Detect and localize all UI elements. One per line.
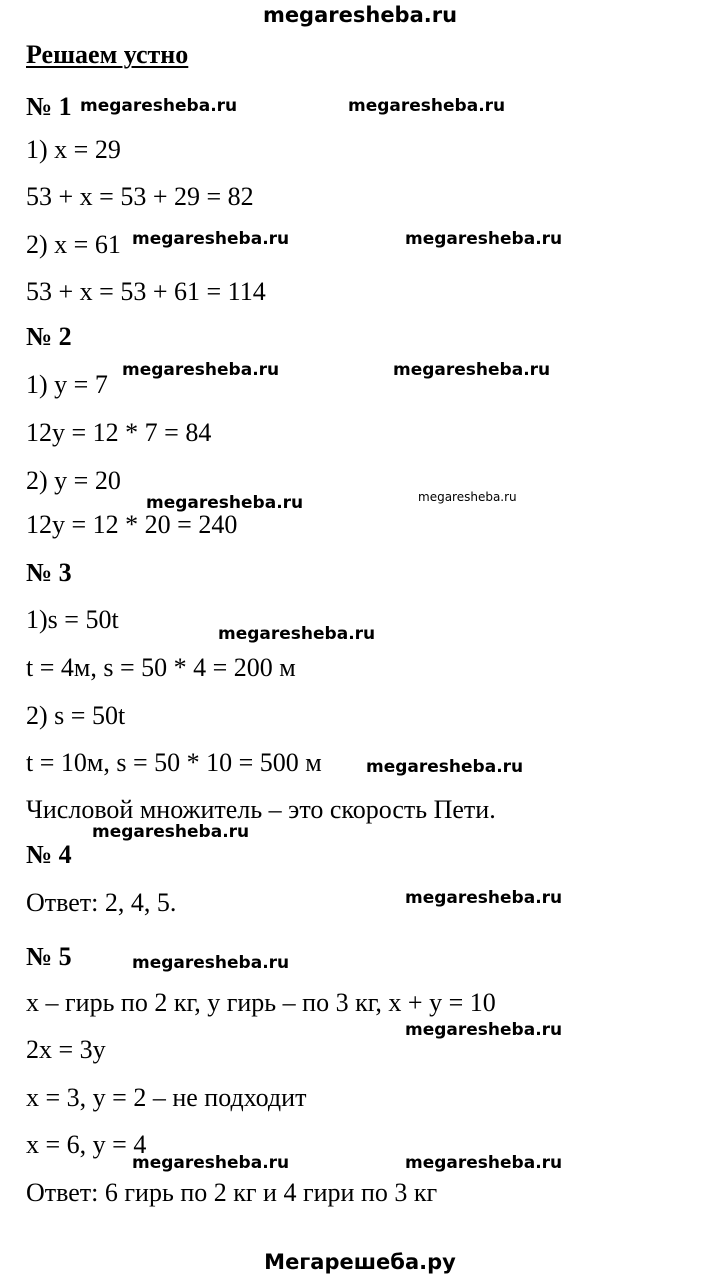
watermark: megaresheba.ru xyxy=(122,360,280,380)
task-1-line-1: 1) x = 29 xyxy=(26,135,121,164)
task-number-1: № 1 xyxy=(26,92,72,121)
watermark: megaresheba.ru xyxy=(218,624,376,644)
task-number-2: № 2 xyxy=(26,322,72,351)
task-5-line-1: x – гирь по 2 кг, y гирь – по 3 кг, x + y = 10 xyxy=(26,988,496,1017)
site-header: megaresheba.ru xyxy=(262,3,458,27)
task-1-line-2: 53 + x = 53 + 29 = 82 xyxy=(26,182,254,211)
task-1-line-3: 2) x = 61 xyxy=(26,230,121,259)
task-5-line-3: x = 3, y = 2 – не подходит xyxy=(26,1083,307,1112)
watermark: megaresheba.ru xyxy=(405,1020,563,1040)
task-2-line-3: 2) y = 20 xyxy=(26,466,121,495)
task-1-line-4: 53 + x = 53 + 61 = 114 xyxy=(26,277,266,306)
task-2-line-2: 12y = 12 * 7 = 84 xyxy=(26,418,212,447)
task-3-line-1: 1)s = 50t xyxy=(26,605,119,634)
watermark: megaresheba.ru xyxy=(92,822,250,842)
site-footer: Мегарешеба.ру xyxy=(264,1250,456,1274)
task-2-line-1: 1) y = 7 xyxy=(26,370,108,399)
watermark: megaresheba.ru xyxy=(132,229,290,249)
watermark: megaresheba.ru xyxy=(393,360,551,380)
task-5-line-2: 2x = 3y xyxy=(26,1035,106,1064)
watermark: megaresheba.ru xyxy=(80,96,238,116)
task-4-line-1: Ответ: 2, 4, 5. xyxy=(26,888,177,917)
task-3-line-4: t = 10м, s = 50 * 10 = 500 м xyxy=(26,748,322,777)
task-3-line-3: 2) s = 50t xyxy=(26,701,126,730)
task-number-3: № 3 xyxy=(26,558,72,587)
page-title: Решаем устно xyxy=(26,40,189,69)
watermark: megaresheba.ru xyxy=(348,96,506,116)
task-number-4: № 4 xyxy=(26,840,72,869)
watermark: megaresheba.ru xyxy=(405,1153,563,1173)
task-2-line-4: 12y = 12 * 20 = 240 xyxy=(26,510,238,539)
task-3-line-5: Числовой множитель – это скорость Пети. xyxy=(26,795,496,824)
task-3-line-2: t = 4м, s = 50 * 4 = 200 м xyxy=(26,653,296,682)
watermark: megaresheba.ru xyxy=(405,229,563,249)
watermark: megaresheba.ru xyxy=(405,888,563,908)
watermark: megaresheba.ru xyxy=(132,1153,290,1173)
watermark: megaresheba.ru xyxy=(366,757,524,777)
watermark: megaresheba.ru xyxy=(132,953,290,973)
task-number-5: № 5 xyxy=(26,942,72,971)
watermark: megaresheba.ru xyxy=(146,493,304,513)
task-5-line-4: x = 6, y = 4 xyxy=(26,1130,147,1159)
watermark: megaresheba.ru xyxy=(418,490,517,504)
task-5-line-5: Ответ: 6 гирь по 2 кг и 4 гири по 3 кг xyxy=(26,1178,438,1207)
